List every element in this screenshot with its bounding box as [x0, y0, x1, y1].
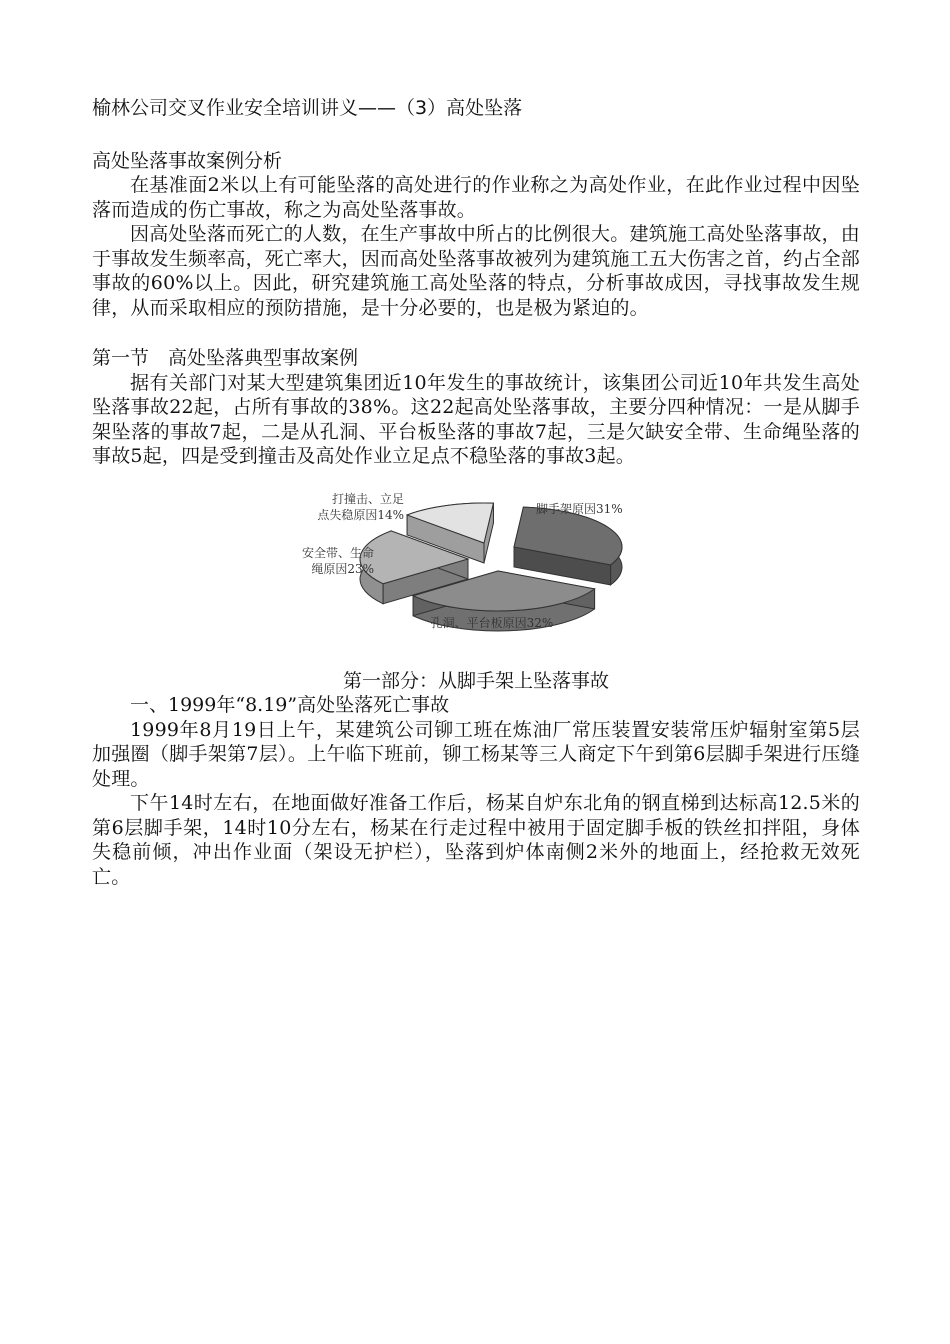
- analysis-paragraph-1: 在基准面2米以上有可能坠落的高处进行的作业称之为高处作业，在此作业过程中因坠落而造成的伤亡事故，称之为高处坠落事故。: [92, 174, 860, 221]
- document-title: 榆林公司交叉作业安全培训讲义——（3）高处坠落: [92, 97, 523, 119]
- pie-slice-1: [514, 507, 622, 585]
- pie-slice-label: 脚手架原因31%: [536, 501, 623, 516]
- pie-slice-label: 安全带、生命: [301, 545, 374, 560]
- pie-slice-label: 绳原因23%: [311, 561, 374, 576]
- pie-slice-label: 孔洞、平台板原因32%: [430, 615, 554, 630]
- accident-cause-pie-chart: [92, 475, 860, 665]
- case-paragraph-1: 1999年8月19日上午，某建筑公司铆工班在炼油厂常压装置安装常压炉辐射室第5层加强圈（脚手架第7层）。上午临下班前，铆工杨某等三人商定下午到第6层脚手架进行压缝处理。: [92, 718, 860, 790]
- document-page: [92, 96, 860, 889]
- section1-paragraph: 据有关部门对某大型建筑集团近10年发生的事故统计，该集团公司近10年共发生高处坠落事故22起，占所有事故的38%。这22起高处坠落事故，主要分四种情况：一是从脚手架坠落的事故7起，二是从孔洞、平台板坠落的事故7起，三是欠缺安全带、生命绳坠落的事故5起，四是受到撞击及高处作业立足点不稳坠落的事故3起。: [92, 371, 860, 467]
- pie-chart-svg: [92, 475, 860, 665]
- case-paragraph-2: 下午14时左右，在地面做好准备工作后，杨某自炉东北角的钢直梯到达标高12.5米的第6层脚手架，14时10分左右，杨某在行走过程中被用于固定脚手板的铁丝扣拌阻，身体失稳前倾，冲出作业面（架设无护栏），坠落到炉体南侧2米外的地面上，经抢救无效死亡。: [92, 792, 860, 888]
- pie-slice-label: 打撞击、立足: [331, 491, 404, 506]
- figure-caption: 第一部分：从脚手架上坠落事故: [342, 669, 609, 692]
- section1-heading: 第一节 高处坠落典型事故案例: [92, 347, 359, 369]
- case-title: 一、1999年“8.19”高处坠落死亡事故: [130, 694, 450, 716]
- analysis-paragraph-2: 因高处坠落而死亡的人数，在生产事故中所占的比例很大。建筑施工高处坠落事故，由于事故发生频率高，死亡率大，因而高处坠落事故被列为建筑施工五大伤害之首，约占全部事故的60%以上。因此，研究建筑施工高处坠落的特点，分析事故成因，寻找事故发生规律，从而采取相应的预防措施，是十分必要的，也是极为紧迫的。: [92, 223, 861, 319]
- analysis-heading: 高处坠落事故案例分析: [92, 149, 283, 172]
- pie-slice-label: 点失稳原因14%: [317, 507, 404, 522]
